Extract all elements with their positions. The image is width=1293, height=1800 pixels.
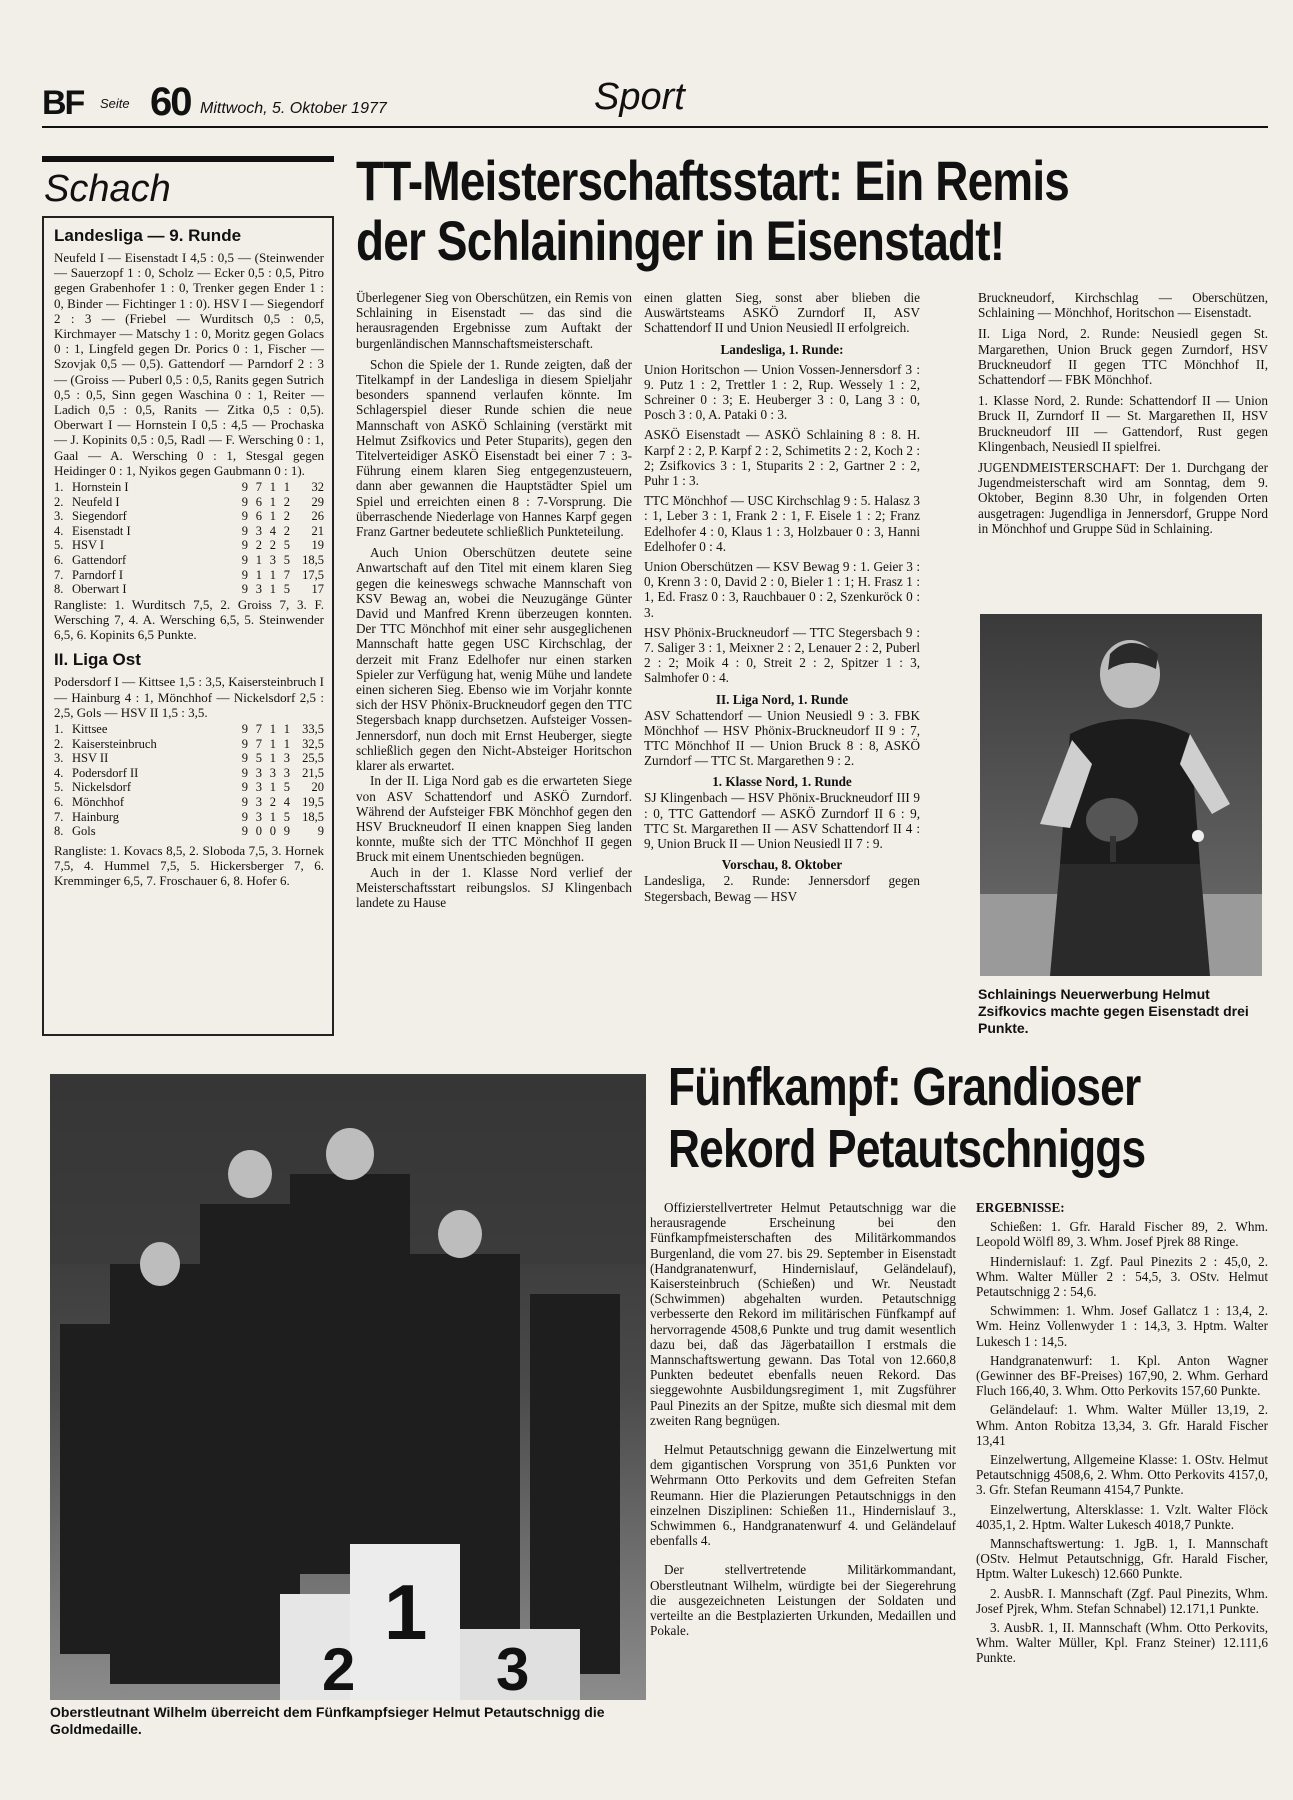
pentathlon-paragraph: Helmut Petautschnigg gewann die Einzelwertung mit dem gigantischen Vorsprung von 351,6 Punkten vor Wehrmann Otto Perkovits und dem Gefreiten Stefan Reumann. Hier die Plazierungen Petautschniggs in den einzelnen Disziplinen: Schießen 11., Hindernislauf 3., Schwimmen 6., Handgranatenwurf 4. und Geländelauf ebenfalls 4. (650, 1442, 956, 1549)
standings-cell: Hainburg (72, 809, 119, 824)
standings-cell: 19,5 (302, 794, 324, 809)
standings-cell: Eisenstadt I (72, 523, 131, 538)
standings-cell: 2 (283, 509, 290, 524)
standings-cell: 2 (283, 523, 290, 538)
standings-cell: 6. (54, 794, 64, 809)
pentathlon-column-1 (650, 1200, 956, 1638)
standings-cell: 9 (241, 809, 248, 824)
tt-paragraph: Schon die Spiele der 1. Runde zeigten, daß der Titelkampf in der Landesliga in diesem Spieljahr besonders spannend verlaufen könnte. Im Schlagerspiel dieser Runde schien die neue Mannschaft von ASKÖ Schlaining (verstärkt mit Helmut Zsifkovics und Peter Stuparits), gegen den Titelverteidiger ASKÖ Eisenstadt bei einer 7 : 3-Führung einem klaren Sieg entgegenzusteuern, dann aber gewannen die Hauptstädter Spiel um Spiel und erreichten einen 8 : 7-Vorsprung. Die überraschende Niederlage von Hannes Karpf gegen Franz Gartner bedeutete schließlich Punkteteilung. (356, 356, 632, 540)
pentathlon-result: Einzelwertung, Altersklasse: 1. Vzlt. Walter Flöck 4035,1, 2. Hptm. Walter Lukesch 4018,7 Punkte. (976, 1501, 1268, 1532)
chess-top-rule (42, 156, 334, 162)
standings-row (54, 553, 324, 568)
standings-cell: 9 (241, 480, 248, 495)
standings-cell: 2 (283, 494, 290, 509)
standings-cell: 6 (255, 494, 262, 509)
standings-cell: 9 (241, 765, 248, 780)
podium-number-3: 3 (496, 1636, 530, 1700)
standings-cell: 4. (54, 765, 64, 780)
tt-result: Union Oberschützen — KSV Bewag 9 : 1. Geier 3 : 0, Krenn 3 : 0, David 2 : 0, Bieler 1 : 1; H. Frasz 1 : 1, Ed. Frasz 0 : 3, Rauchbauer 0 : 2, Szenkuröck 0 : 3. (644, 559, 920, 620)
pentathlon-result: 3. AusbR. 1, II. Mannschaft (Whm. Otto Perkovits, Whm. Walter Müller, Kpl. Franz Steiner) 12.111,6 Punkte. (976, 1620, 1268, 1666)
tt-paragraph: Auch in der 1. Klasse Nord verlief der Meisterschaftsstart reibungslos. SJ Klingenbach landete zu Hause (356, 864, 632, 910)
standings-cell: 32 (311, 480, 324, 495)
pentathlon-result: Handgranatenwurf: 1. Kpl. Anton Wagner (Gewinner des BF-Preises) 167,90, 2. Whm. Gerhard Fluch 166,40, 3. Whm. Otto Perkovits 157,60 Punkte. (976, 1352, 1268, 1399)
pentathlon-result: Schießen: 1. Gfr. Harald Fischer 89, 2. Whm. Leopold Wölfl 89, 3. Whm. Josef Pjrek 88 Ringe. (976, 1219, 1268, 1250)
standings-cell: 9 (241, 523, 248, 538)
standings-cell: 1 (269, 736, 276, 751)
standings-cell: 1 (269, 722, 276, 737)
standings-cell: 19 (311, 538, 324, 553)
standings-cell: 1 (269, 494, 276, 509)
standings-cell: 1 (283, 722, 290, 737)
standings-cell: 8. (54, 824, 64, 839)
standings-cell: 1. (54, 480, 64, 495)
standings-cell: HSV II (72, 751, 109, 766)
standings-cell: 0 (269, 824, 276, 839)
tt-paragraph: JUGENDMEISTERSCHAFT: Der 1. Durchgang der Jugendmeisterschaft wird am Sonntag, dem 9. Oktober, Beginn 8.30 Uhr, in folgenden Orten ausgetragen: Jugendliga in Jennersdorf, Gruppe Nord in Mönchhof und Gruppe Süd in Schlaining. (978, 460, 1268, 536)
pentathlon-result: Hindernislauf: 1. Zgf. Paul Pinezits 2 : 45,0, 2. Whm. Walter Müller 2 : 54,5, 3. OStv. Helmut Petautschnigg 2 : 54,6. (976, 1253, 1268, 1300)
tt-paragraph: 1. Klasse Nord, 2. Runde: Schattendorf II — Union Bruck II, Zurndorf II — St. Margarethen II, HSV Bruckneudorf III — Gattendorf, Rust gegen Klingenbach, Neusiedl II spielfrei. (978, 393, 1268, 454)
standings-cell: 1. (54, 722, 64, 737)
standings-cell: Nickelsdorf (72, 780, 132, 795)
standings-row (54, 524, 324, 539)
standings-cell: 6 (255, 509, 262, 524)
standings-cell: 9 (241, 824, 248, 839)
tt-column-3 (978, 290, 1268, 536)
standings-cell: 5. (54, 538, 64, 553)
section-title: Sport (594, 76, 685, 118)
standings-row (54, 722, 324, 737)
liga-ost-text: Podersdorf I — Kittsee 1,5 : 3,5, Kaisersteinbruch I — Hainburg 4 : 1, Mönchhof — Nickelsdorf 2,5 : 2,5, Gols — HSV II 1,5 : 3,5. (54, 674, 324, 720)
standings-cell: 9 (241, 553, 248, 568)
tt-result: HSV Phönix-Bruckneudorf — TTC Stegersbach 9 : 7. Saliger 3 : 1, Meixner 2 : 2, Lenauer 2 : 2, Puberl 2 : 2; Moik 4 : 0, Streit 2 : 2, Spitzer 1 : 3, Salmhofer 0 : 4. (644, 624, 920, 686)
standings-cell: 9 (241, 567, 248, 582)
chess-title: Schach (44, 168, 171, 210)
standings-row (54, 495, 324, 510)
standings-cell: 1 (269, 809, 276, 824)
standings-cell: 7 (255, 736, 262, 751)
tt-paragraph: Auch Union Oberschützen deutete seine Anwartschaft auf den Titel mit einem klaren Sieg gegen die keineswegs schwache Mannschaft von KSV Bewag an, wobei die Neuzugänge Günter David und Manfred Krenn überzeugen konnten. Der TTC Mönchhof mit einer sehr ausgeglichenen Mannschaft hatte gegen USC Kirchschlag, der derzeit mit Franz Edelhofer nur einen starken Spieler zur Verfügung hat, wenig Mühe und landete einen sicheren Sieg. Ebenso wie im Vorjahr konnte sich der HSV Phönix-Bruckneudorf gegen den TTC Stegersbach knapp durchsetzen. Aufsteiger Vossen-Jennersdorf, nun doch mit Ernst Heuberger, siegte schließlich gegen den Nicht-Absteiger Horitschon klarer als erwartet. (356, 545, 632, 774)
standings-cell: Gattendorf (72, 553, 127, 568)
standings-cell: 9 (241, 736, 248, 751)
standings-cell: Oberwart I (72, 582, 127, 597)
standings-cell: 1 (269, 509, 276, 524)
landesliga-text: Neufeld I — Eisenstadt I 4,5 : 0,5 — (Steinwender — Sauerzopf 1 : 0, Scholz — Ecker 0,5 : 0,5, Pitro gegen Grabenhofer 1 : 0, Trenker gegen Ender 1 : 0, Binder — Fichtinger 1 : 0). HSV I — Siegendorf 2 : 3 — (Friebel — Wurditsch 0,5 : 0,5, Kirchmayer — Matschy 1 : 0, Moritz gegen Golacs 0 : 1, Lingfeld gegen Dr. Porics 0 : 1, Fischer — Szovjak 0,5 — 0,5). Gattendorf — Parndorf 2 : 3 — (Groiss — Puberl 0,5 : 0,5, Ranits gegen Sutrich 0,5 : 0,5, Sinn gegen Waschina 0 : 1, Reiter — Ladich 0,5 : 0,5, Ranits — Zitka 0,5 : 0,5). Oberwart I — Hornstein I 0,5 : 4,5 — Prochaska — J. Kopinits 0,5 : 0,5, Radl — F. Wersching 0 : 1, Gaal — A. Wersching 0 : 1, Stesgal gegen Heidinger 0 : 1, Nyikos gegen Gaubmann 0 : 1). (54, 250, 324, 478)
standings-cell: 2. (54, 736, 64, 751)
liga-ost-table (54, 722, 324, 839)
standings-cell: 1 (269, 582, 276, 597)
tt-result: ASKÖ Eisenstadt — ASKÖ Schlaining 8 : 8. H. Karpf 2 : 2, P. Karpf 2 : 2, Schimetits 2 : 2, Koch 2 : 2; Zsifkovics 3 : 1, Stuparits 2 : 2, Gartner 2 : 2, Puhr 1 : 3. (644, 427, 920, 489)
table-tennis-caption: Schlainings Neuerwerbung Helmut Zsifkovics machte gegen Eisenstadt drei Punkte. (978, 986, 1249, 1036)
standings-cell: 9 (241, 582, 248, 597)
tt-headline-2: der Schlaininger in Eisenstadt! (356, 209, 1005, 272)
standings-cell: 5 (283, 553, 290, 568)
tt-paragraph: Bruckneudorf, Kirchschlag — Oberschützen, Schlaining — Mönchhof, Horitschon — Eisenstadt. (978, 290, 1268, 321)
ceremony-photo (50, 1074, 646, 1700)
standings-cell: 26 (311, 509, 324, 524)
standings-cell: 9 (241, 722, 248, 737)
standings-cell: 9 (241, 794, 248, 809)
tt-result: ASV Schattendorf — Union Neusiedl 9 : 3. FBK Mönchhof — HSV Phönix-Bruckneudorf II 9 : 7, TTC Mönchhof II — Union Bruck 8 : 8, ASKÖ Zurndorf — TTC St. Margarethen 9 : 2. (644, 707, 920, 769)
landesliga-rangliste: Rangliste: 1. Wurditsch 7,5, 2. Groiss 7, 3. F. Wersching 7, 4. A. Wersching 6,5, 5. Steinwender 6,5, 6. Kopinits 6,5 Punkte. (54, 596, 324, 643)
standings-cell: 4 (269, 523, 276, 538)
standings-cell: 25,5 (302, 751, 324, 766)
standings-cell: 3 (269, 553, 276, 568)
standings-cell: 3 (255, 582, 262, 597)
tt-results-heading: Landesliga, 1. Runde: (720, 341, 844, 357)
chess-content (54, 226, 324, 888)
standings-row (54, 737, 324, 752)
pentathlon-headline-1: Fünfkampf: Grandioser (668, 1057, 1141, 1117)
standings-cell: 5 (283, 538, 290, 553)
standings-cell: 9 (317, 824, 324, 839)
standings-row (54, 568, 324, 583)
standings-row (54, 582, 324, 597)
tt-result: Landesliga, 2. Runde: Jennersdorf gegen Stegersbach, Bewag — HSV (644, 873, 920, 904)
standings-cell: 3 (269, 765, 276, 780)
table-tennis-player-illustration (980, 614, 1262, 976)
standings-cell: 4. (54, 523, 64, 538)
pentathlon-result: Einzelwertung, Allgemeine Klasse: 1. OStv. Helmut Petautschnigg 4508,6, 2. Whm. Otto Perkovits 4157,0, 3. Gfr. Stefan Reumann 4154,7 Punkte. (976, 1452, 1268, 1498)
liga-ost-heading: II. Liga Ost (54, 650, 141, 670)
tt-paragraph: II. Liga Nord, 2. Runde: Neusiedl gegen St. Margarethen, Union Bruck gegen Zurndorf, HSV Bruckneudorf II gegen TTC Mönchhof II, Schattendorf — FBK Mönchhof. (978, 326, 1268, 388)
standings-cell: 9 (241, 780, 248, 795)
standings-row (54, 480, 324, 495)
standings-row (54, 824, 324, 839)
standings-cell: 5. (54, 780, 64, 795)
standings-cell: 5 (255, 751, 262, 766)
standings-cell: HSV I (72, 538, 105, 553)
standings-cell: 7 (255, 480, 262, 495)
ceremony-caption: Oberstleutnant Wilhelm überreicht dem Fünfkampfsieger Helmut Petautschnigg die Goldmedaille. (50, 1704, 605, 1737)
landesliga-heading: Landesliga — 9. Runde (54, 226, 242, 245)
standings-cell: 3. (54, 509, 64, 524)
pentathlon-paragraph: Der stellvertretende Militärkommandant, Oberstleutnant Wilhelm, würdigte bei der Siegerehrung die ausgezeichneten Leistungen der Soldaten und verteilte an die Bestplazierten Urkunden, Medaillen und Pokale. (650, 1562, 956, 1639)
table-tennis-photo (980, 614, 1262, 976)
standings-cell: 5 (283, 582, 290, 597)
standings-cell: Neufeld I (72, 494, 120, 509)
standings-cell: Kaisersteinbruch (72, 736, 157, 751)
tt-paragraph: einen glatten Sieg, sonst aber blieben die Auswärtsteams ASKÖ Zurndorf II, ASV Schattendorf II und Union Neusiedl II erfolgreich. (644, 290, 920, 336)
standings-cell: 1 (283, 480, 290, 495)
standings-row (54, 509, 324, 524)
standings-row (54, 795, 324, 810)
standings-cell: 2 (269, 794, 276, 809)
standings-cell: 2. (54, 494, 64, 509)
liga-ost-rangliste: Rangliste: 1. Kovacs 8,5, 2. Sloboda 7,5, 3. Hornek 7,5, 4. Hummel 7,5, 5. Hickersberger 7, 6. Kremminger 6,5, 7. Froschauer 6, 8. Hofer 6. (54, 842, 324, 889)
standings-cell: 9 (241, 751, 248, 766)
standings-cell: 1 (269, 480, 276, 495)
standings-cell: Mönchhof (72, 794, 125, 809)
standings-cell: 3 (255, 780, 262, 795)
standings-cell: Podersdorf II (72, 765, 139, 780)
medal-ceremony-illustration (50, 1074, 646, 1700)
pentathlon-headline-2: Rekord Petautschniggs (668, 1119, 1146, 1179)
standings-cell: 9 (241, 509, 248, 524)
standings-cell: 18,5 (302, 553, 324, 568)
standings-cell: 1 (269, 751, 276, 766)
tt-results-heading: Vorschau, 8. Oktober (721, 857, 843, 873)
standings-cell: 1 (255, 567, 262, 582)
page-number: 60 (150, 80, 191, 124)
standings-cell: 17,5 (302, 567, 324, 582)
tt-result: SJ Klingenbach — HSV Phönix-Bruckneudorf III 9 : 0, TTC Gattendorf — ASKÖ Zurndorf II 6 : 9, TTC St. Margarethen II — ASV Schattendorf II 4 : 9, Union Bruck II — Union Neusiedl II 7 : 9. (644, 790, 920, 852)
pentathlon-results (976, 1200, 1268, 1666)
standings-row (54, 780, 324, 795)
standings-cell: 3 (283, 751, 290, 766)
standings-cell: 7 (283, 567, 290, 582)
standings-cell: 0 (255, 824, 262, 839)
standings-cell: 3 (255, 809, 262, 824)
standings-cell: 1 (283, 736, 290, 751)
results-heading: ERGEBNISSE: (976, 1200, 1065, 1215)
pentathlon-result: Geländelauf: 1. Whm. Walter Müller 13,19, 2. Whm. Anton Robitza 13,34, 3. Gfr. Harald Fischer 13,41 (976, 1402, 1268, 1448)
header-rule (42, 126, 1268, 128)
standings-cell: 29 (311, 494, 324, 509)
tt-results-heading: 1. Klasse Nord, 1. Runde (712, 774, 852, 790)
podium-number-2: 2 (322, 1636, 356, 1700)
tt-results-heading: II. Liga Nord, 1. Runde (715, 691, 849, 707)
pentathlon-paragraph: Offizierstellvertreter Helmut Petautschnigg war die herausragende Erscheinung bei den Fünfkampfmeisterschaften des Militärkommandos Burgenland, die vom 27. bis 29. September in Eisenstadt (Handgranatenwurf, Hindernislauf, Geländelauf), Kaisersteinbruch (Schießen) und Wr. Neustadt (Schwimmen) abgehalten wurden. Petautschnigg verbesserte den Rekord im militärischen Fünfkampf auf hervorragende 4508,6 Punkte und trug damit wesentlich dazu bei, daß das Jägerbataillon I erstmals die Mannschaftswertung gewann. Das Total von 12.660,8 Punkten bedeutet ebenfalls neuen Rekord. Das sieggewohnte Ausbildungsregiment 1, mit Zugsführer Paul Pinezits an der Spitze, mußte sich diesmal mit dem zweiten Rang begnügen. (650, 1200, 956, 1428)
standings-cell: 32,5 (302, 736, 324, 751)
standings-cell: 17 (311, 582, 324, 597)
standings-cell: 2 (269, 538, 276, 553)
tt-paragraph: Überlegener Sieg von Oberschützen, ein Remis von Schlaining in Eisenstadt — das sind die herausragenden Ergebnisse zum Auftakt der burgenländischen Mannschaftsmeisterschaft. (356, 290, 632, 351)
standings-cell: 1 (269, 567, 276, 582)
standings-cell: Kittsee (72, 722, 108, 737)
tt-headline-1: TT-Meisterschaftsstart: Ein Remis (356, 149, 1069, 212)
standings-cell: 5 (283, 780, 290, 795)
standings-cell: 21,5 (302, 765, 324, 780)
standings-cell: 3 (283, 765, 290, 780)
standings-cell: 1 (269, 780, 276, 795)
standings-cell: 3. (54, 751, 64, 766)
podium-number-1: 1 (384, 1568, 428, 1656)
standings-cell: Gols (72, 824, 96, 839)
standings-row (54, 538, 324, 553)
tt-column-2 (644, 290, 920, 904)
standings-cell: 3 (255, 794, 262, 809)
standings-cell: 6. (54, 553, 64, 568)
standings-cell: 2 (255, 538, 262, 553)
tt-paragraph: In der II. Liga Nord gab es die erwarteten Siege von ASV Schattendorf und ASKÖ Zurndorf. Während der Aufsteiger FBK Mönchhof gegen den HSV Bruckneudorf II einen knappen Sieg landen konnte, mußte sich der TTC Mönchhof II gegen Bruck mit einem Unentschieden begnügen. (356, 773, 632, 865)
standings-cell: Siegendorf (72, 509, 127, 524)
standings-cell: 1 (255, 553, 262, 568)
standings-cell: 9 (241, 494, 248, 509)
standings-cell: 9 (283, 824, 290, 839)
standings-cell: 7 (255, 722, 262, 737)
landesliga-table (54, 480, 324, 597)
standings-cell: 21 (311, 523, 324, 538)
standings-cell: Parndorf I (72, 567, 124, 582)
page-label: Seite (100, 96, 130, 111)
standings-cell: 18,5 (302, 809, 324, 824)
standings-row (54, 766, 324, 781)
standings-row (54, 810, 324, 825)
pentathlon-result: Mannschaftswertung: 1. JgB. 1, I. Mannschaft (OStv. Helmut Petautschnigg, Gfr. Harald Fischer, Hptm. Walter Lukesch) 12.660 Punkte. (976, 1536, 1268, 1582)
standings-cell: 3 (255, 523, 262, 538)
tt-result: Union Horitschon — Union Vossen-Jennersdorf 3 : 9. Putz 1 : 2, Trettler 1 : 2, Rup. Wessely 1 : 2, Schreiner 0 : 3; E. Heuberger 3 : 0, Lang 3 : 0, Posch 3 : 0, A. Pataki 0 : 3. (644, 361, 920, 423)
standings-cell: 20 (311, 780, 324, 795)
tt-column-1 (356, 290, 632, 910)
standings-cell: 8. (54, 582, 64, 597)
standings-cell: 7. (54, 567, 64, 582)
standings-cell: 3 (255, 765, 262, 780)
standings-cell: 7. (54, 809, 64, 824)
standings-cell: 9 (241, 538, 248, 553)
standings-cell: 33,5 (302, 722, 324, 737)
pentathlon-result: Schwimmen: 1. Whm. Josef Gallatcz 1 : 13,4, 2. Wm. Heinz Vollenwyder 1 : 14,3, 3. Hptm. Walter Lukesch 1 : 14,5. (976, 1303, 1268, 1349)
issue-date: Mittwoch, 5. Oktober 1977 (200, 100, 387, 117)
standings-cell: 4 (283, 794, 290, 809)
tt-result: TTC Mönchhof — USC Kirchschlag 9 : 5. Halasz 3 : 1, Leber 3 : 1, Frank 2 : 1, F. Eisele 1 : 2; Franz Edelhofer 4 : 0, Klaus 1 : 3, Holzbauer 0 : 3, Hanni Edelhofer 0 : 4. (644, 493, 920, 554)
standings-cell: 5 (283, 809, 290, 824)
standings-row (54, 751, 324, 766)
masthead-brand: BF (42, 84, 84, 122)
standings-cell: Hornstein I (72, 480, 129, 495)
pentathlon-result: 2. AusbR. I. Mannschaft (Zgf. Paul Pinezits, Whm. Josef Pjrek, Whm. Stefan Schnabel) 12.171,1 Punkte. (976, 1585, 1268, 1616)
